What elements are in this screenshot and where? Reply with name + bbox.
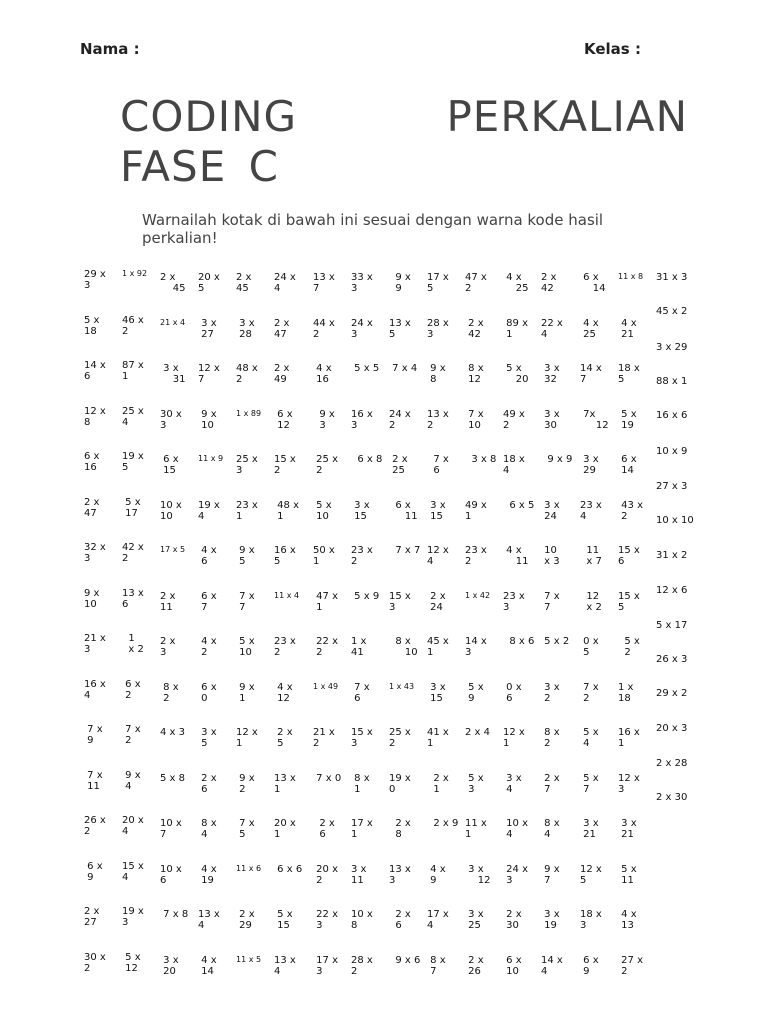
grid-cell: 25 x 4: [122, 405, 144, 428]
grid-cell: 4 x 11: [506, 545, 529, 567]
grid-cell: 25 x 2: [316, 454, 338, 476]
grid-cell: 15 x 2: [274, 454, 296, 476]
grid-cell: 48 x 1: [277, 499, 299, 522]
grid-cell: 4 x 25: [506, 272, 529, 294]
grid-cell: 4 x 21: [621, 317, 637, 340]
grid-cell: 5 x 4: [583, 727, 599, 749]
grid-cell: 2 x 25: [392, 454, 408, 476]
grid-cell: 22 x 2: [316, 636, 338, 658]
grid-cell: 45 x 1: [427, 636, 449, 658]
grid-cell: 2 x 45: [160, 272, 186, 294]
grid-cell: 1 x 42: [465, 590, 491, 600]
grid-cell: 2 x 47: [84, 496, 100, 519]
grid-cell: 11 x 5: [236, 954, 262, 964]
grid-cell: 11 x 7: [586, 545, 602, 567]
grid-cell: 10 x 4: [506, 818, 528, 840]
grid-cell: 3 x 2: [544, 681, 560, 704]
grid-cell: 18 x 5: [618, 363, 640, 385]
grid-cell: 2 x 42: [468, 317, 484, 340]
grid-cell: 20 x 3: [656, 723, 688, 734]
grid-cell: 4 x 19: [201, 863, 217, 886]
grid-cell: 6 x 10: [506, 954, 522, 977]
grid-cell: 7 x 2: [583, 681, 599, 704]
grid-cell: 2 x 49: [274, 363, 290, 385]
grid-cell: 5 x 20: [506, 363, 529, 385]
grid-cell: 1 x 43: [389, 681, 415, 691]
grid-cell: 2 x 29: [239, 909, 255, 931]
grid-cell: 1 x 18: [618, 681, 634, 704]
grid-cell: 19 x 4: [198, 499, 220, 522]
grid-cell: 45 x 2: [656, 306, 688, 317]
grid-cell: 41 x 1: [427, 727, 449, 749]
grid-cell: 24 x 3: [351, 317, 373, 340]
grid-cell: 3 x 15: [354, 499, 370, 522]
grid-cell: 5 x 19: [621, 408, 637, 431]
grid-cell: 21 x 3: [84, 633, 106, 655]
grid-cell: 5 x 18: [84, 314, 100, 337]
grid-cell: 26 x 2: [84, 815, 106, 837]
grid-cell: 9 x 9: [395, 272, 411, 294]
grid-cell: 8 x 7: [430, 954, 446, 977]
grid-cell: 27 x 2: [621, 954, 643, 977]
grid-cell: 23 x 4: [580, 499, 602, 522]
grid-cell: 5 x 17: [656, 620, 688, 631]
grid-cell: 4 x 6: [201, 545, 217, 567]
grid-cell: 31 x 2: [656, 550, 688, 561]
grid-cell: 7 x 4: [389, 363, 418, 374]
grid-cell: 3 x 32: [544, 363, 560, 385]
grid-cell: 3 x 19: [544, 909, 560, 931]
grid-cell: 13 x 7: [313, 272, 335, 294]
grid-cell: 6 x 14: [583, 272, 606, 294]
grid-cell: 6 x 8: [351, 454, 383, 465]
grid-cell: 5 x 3: [468, 772, 484, 795]
grid-cell: 5 x 9: [351, 590, 380, 602]
grid-cell: 11 x 9: [198, 454, 224, 463]
grid-cell: 2 x 26: [468, 954, 484, 977]
grid-cell: 5 x 2: [624, 636, 640, 658]
grid-cell: 2 x 7: [544, 772, 560, 795]
grid-cell: 2 x 6: [395, 909, 411, 931]
grid-cell: 10 x 8: [351, 909, 373, 931]
grid-cell: 5 x 2: [541, 636, 570, 647]
grid-cell: 6 x 9: [87, 860, 103, 883]
grid-cell: 2 x 30: [656, 792, 688, 803]
grid-cell: 5 x 8: [160, 772, 185, 784]
grid-cell: 5 x 5: [351, 363, 380, 374]
grid-cell: 9 x 1: [239, 681, 255, 704]
grid-cell: 30 x 2: [84, 951, 106, 974]
grid-cell: 9 x 4: [125, 769, 141, 792]
grid-cell: 5 x 11: [621, 863, 637, 886]
grid-cell: 6 x 14: [621, 454, 637, 476]
grid-cell: 6 x 5: [503, 499, 535, 511]
grid-cell: 24 x 3: [506, 863, 528, 886]
grid-cell: 5 x 10: [316, 499, 332, 522]
grid-cell: 14 x 4: [541, 954, 563, 977]
grid-cell: 3 x 28: [239, 317, 255, 340]
grid-cell: 20 x 2: [316, 863, 338, 886]
grid-cell: 46 x 2: [122, 314, 144, 337]
grid-cell: 2 x 11: [160, 590, 176, 613]
grid-cell: 10 x 6: [160, 863, 182, 886]
grid-cell: 21 x 4: [160, 317, 186, 327]
grid-cell: 3 x 27: [201, 317, 217, 340]
grid-cell: 7 x 6: [433, 454, 449, 476]
grid-cell: 25 x 2: [389, 727, 411, 749]
grid-cell: 24 x 4: [274, 272, 296, 294]
grid-cell: 23 x 3: [503, 590, 525, 613]
grid-cell: 6 x 12: [277, 408, 293, 431]
grid-cell: 8 x 4: [201, 818, 217, 840]
grid-cell: 27 x 3: [656, 481, 688, 492]
nama-label: Nama :: [80, 40, 140, 58]
grid-cell: 5 x 10: [239, 636, 255, 658]
grid-cell: 18 x 4: [503, 454, 525, 476]
grid-cell: 7 x 11: [87, 769, 103, 792]
grid-cell: 10 x 10: [656, 515, 694, 526]
grid-cell: 10 x 3: [544, 545, 560, 567]
grid-cell: 17 x 4: [427, 909, 449, 931]
grid-cell: 12 x 4: [427, 545, 449, 567]
grid-cell: 11 x 8: [618, 272, 644, 281]
grid-cell: 3 x 20: [163, 954, 179, 977]
grid-cell: 22 x 3: [316, 909, 338, 931]
grid-cell: 7 x 2: [125, 724, 141, 746]
grid-cell: 20 x 1: [274, 818, 296, 840]
grid-cell: 2 x 1: [433, 772, 449, 795]
instruction-text: Warnailah kotak di bawah ini sesuai dengan warna kode hasil perkalian!: [142, 211, 604, 247]
grid-cell: 3 x 31: [163, 363, 186, 385]
grid-cell: 2 x 8: [395, 818, 411, 840]
grid-cell: 6 x 9: [583, 954, 599, 977]
grid-cell: 4 x 16: [316, 363, 332, 385]
grid-cell: 10 x 9: [656, 446, 688, 457]
grid-cell: 3 x 11: [351, 863, 367, 886]
grid-cell: 7 x 7: [239, 590, 255, 613]
grid-cell: 20 x 5: [198, 272, 220, 294]
grid-cell: 0 x 5: [583, 636, 599, 658]
grid-cell: 23 x 1: [236, 499, 258, 522]
grid-cell: 42 x 2: [122, 542, 144, 564]
grid-cell: 1 x 49: [313, 681, 339, 691]
grid-cell: 9 x 5: [239, 545, 255, 567]
grid-cell: 6 x 15: [163, 454, 179, 476]
grid-cell: 4 x 25: [583, 317, 599, 340]
grid-cell: 8 x 4: [544, 818, 560, 840]
grid-cell: 24 x 2: [389, 408, 411, 431]
grid-cell: 7 x 0: [313, 772, 342, 784]
grid-cell: 3 x 5: [201, 727, 217, 749]
grid-cell: 3 x 12: [468, 863, 491, 886]
grid-cell: 12 x 2: [586, 590, 602, 613]
grid-cell: 23 x 2: [465, 545, 487, 567]
grid-cell: 7 x 5: [239, 818, 255, 840]
grid-cell: 3 x 25: [468, 909, 484, 931]
grid-cell: 4 x 3: [160, 727, 185, 738]
grid-cell: 4 x 13: [621, 909, 637, 931]
grid-cell: 7 x 7: [389, 545, 421, 556]
grid-cell: 87 x 1: [122, 360, 144, 382]
grid-cell: 19 x 3: [122, 906, 144, 928]
grid-cell: 8 x 2: [544, 727, 560, 749]
grid-cell: 3 x 29: [583, 454, 599, 476]
grid-cell: 6 x 11: [395, 499, 418, 522]
grid-cell: 12 x 3: [618, 772, 640, 795]
grid-cell: 2 x 5: [277, 727, 293, 749]
grid-cell: 7 x 9: [87, 724, 103, 746]
grid-cell: 12 x 5: [580, 863, 602, 886]
grid-cell: 4 x 9: [430, 863, 446, 886]
grid-cell: 11 x 4: [274, 590, 300, 600]
grid-cell: 16 x 3: [351, 408, 373, 431]
grid-cell: 43 x 2: [621, 499, 643, 522]
grid-cell: 13 x 1: [274, 772, 296, 795]
grid-cell: 2 x 28: [656, 758, 688, 769]
grid-cell: 23 x 2: [351, 545, 373, 567]
grid-cell: 8 x 1: [354, 772, 370, 795]
grid-cell: 3 x 30: [544, 408, 560, 431]
grid-cell: 2 x 24: [430, 590, 446, 613]
grid-cell: 49 x 2: [503, 408, 525, 431]
page-title: CODING PERKALIAN FASE C: [120, 92, 688, 191]
grid-cell: 8 x 10: [395, 636, 418, 658]
grid-cell: 14 x 6: [84, 360, 106, 382]
grid-cell: 9 x 10: [84, 587, 100, 610]
grid-cell: 10 x 7: [160, 818, 182, 840]
grid-cell: 8 x 12: [468, 363, 484, 385]
grid-cell: 3 x 21: [583, 818, 599, 840]
grid-cell: 18 x 3: [580, 909, 602, 931]
grid-cell: 2 x 27: [84, 906, 100, 928]
grid-cell: 11 x 1: [465, 818, 487, 840]
grid-cell: 22 x 4: [541, 317, 563, 340]
grid-cell: 48 x 2: [236, 363, 258, 385]
grid-cell: 9 x 8: [430, 363, 446, 385]
grid-cell: 16 x 4: [84, 678, 106, 701]
grid-cell: 9 x 6: [389, 954, 421, 966]
grid-cell: 8 x 6: [503, 636, 535, 647]
grid-cell: 12 x 7: [198, 363, 220, 385]
grid-cell: 9 x 7: [544, 863, 560, 886]
grid-cell: 3 x 29: [656, 342, 688, 353]
grid-cell: 12 x 8: [84, 405, 106, 428]
grid-cell: 12 x 1: [236, 727, 258, 749]
grid-cell: 15 x 3: [351, 727, 373, 749]
grid-cell: 23 x 2: [274, 636, 296, 658]
grid-cell: 32 x 3: [84, 542, 106, 564]
grid-cell: 31 x 3: [656, 272, 688, 283]
grid-cell: 0 x 6: [506, 681, 522, 704]
grid-cell: 1 x 89: [236, 408, 262, 418]
grid-cell: 5 x 15: [277, 909, 293, 931]
kelas-label: Kelas :: [584, 40, 641, 58]
grid-cell: 19 x 0: [389, 772, 411, 795]
grid-cell: 2 x 4: [465, 727, 490, 738]
grid-cell: 19 x 5: [122, 451, 144, 473]
grid-cell: 7x 12: [583, 408, 609, 431]
grid-cell: 15 x 6: [618, 545, 640, 567]
grid-cell: 13 x 3: [389, 863, 411, 886]
grid-cell: 6 x 16: [84, 451, 100, 473]
grid-cell: 9 x 2: [239, 772, 255, 795]
grid-cell: 13 x 5: [389, 317, 411, 340]
grid-cell: 2 x 9: [427, 818, 459, 829]
grid-cell: 25 x 3: [236, 454, 258, 476]
grid-cell: 7 x 7: [544, 590, 560, 613]
grid-cell: 6 x 6: [274, 863, 303, 875]
grid-cell: 44 x 2: [313, 317, 335, 340]
grid-cell: 33 x 3: [351, 272, 373, 294]
grid-cell: 1 x 2: [128, 633, 144, 655]
grid-cell: 47 x 1: [316, 590, 338, 613]
grid-cell: 8 x 2: [163, 681, 179, 704]
grid-cell: 15 x 4: [122, 860, 144, 883]
grid-cell: 15 x 5: [618, 590, 640, 613]
grid-cell: 3 x 21: [621, 818, 637, 840]
grid-cell: 4 x 12: [277, 681, 293, 704]
grid-cell: 13 x 4: [198, 909, 220, 931]
grid-cell: 9 x 9: [541, 454, 573, 465]
grid-cell: 10 x 10: [160, 499, 182, 522]
grid-cell: 16 x 1: [618, 727, 640, 749]
grid-cell: 2 x 6: [319, 818, 335, 840]
grid-cell: 1 x 41: [351, 636, 367, 658]
grid-cell: 16 x 6: [656, 410, 688, 421]
grid-cell: 13 x 4: [274, 954, 296, 977]
grid-cell: 4 x 2: [201, 636, 217, 658]
grid-cell: 17 x 3: [316, 954, 338, 977]
grid-cell: 88 x 1: [656, 376, 688, 387]
grid-cell: 7 x 10: [468, 408, 484, 431]
grid-cell: 6 x 0: [201, 681, 217, 704]
grid-cell: 1 x 92: [122, 269, 148, 278]
grid-cell: 26 x 3: [656, 654, 688, 665]
grid-cell: 50 x 1: [313, 545, 335, 567]
grid-cell: 14 x 3: [465, 636, 487, 658]
grid-cell: 5 x 7: [583, 772, 599, 795]
grid-cell: 17 x 1: [351, 818, 373, 840]
grid-cell: 89 x 1: [506, 317, 528, 340]
grid-cell: 5 x 17: [125, 496, 141, 519]
grid-cell: 2 x 30: [506, 909, 522, 931]
grid-cell: 29 x 2: [656, 688, 688, 699]
grid-cell: 14 x 7: [580, 363, 602, 385]
grid-cell: 13 x 6: [122, 587, 144, 610]
grid-cell: 12 x 1: [503, 727, 525, 749]
grid-cell: 9 x 10: [201, 408, 217, 431]
grid-cell: 6 x 7: [201, 590, 217, 613]
grid-cell: 12 x 6: [656, 585, 688, 596]
grid-cell: 2 x 6: [201, 772, 217, 795]
grid-cell: 16 x 5: [274, 545, 296, 567]
grid-cell: 5 x 9: [468, 681, 484, 704]
grid-cell: 11 x 6: [236, 863, 262, 873]
grid-cell: 28 x 3: [427, 317, 449, 340]
grid-cell: 6 x 2: [125, 678, 141, 701]
grid-cell: 2 x 47: [274, 317, 290, 340]
grid-cell: 13 x 2: [427, 408, 449, 431]
grid-cell: 2 x 3: [160, 636, 176, 658]
grid-cell: 9 x 3: [319, 408, 335, 431]
grid-cell: 49 x 1: [465, 499, 487, 522]
grid-cell: 3 x 15: [430, 499, 446, 522]
grid-cell: 15 x 3: [389, 590, 411, 613]
grid-cell: 30 x 3: [160, 408, 182, 431]
grid-cell: 17 x 5: [160, 545, 186, 554]
grid-cell: 20 x 4: [122, 815, 144, 837]
grid-cell: 28 x 2: [351, 954, 373, 977]
grid-cell: 17 x 5: [427, 272, 449, 294]
grid-cell: 5 x 12: [125, 951, 141, 974]
grid-cell: 3 x 8: [465, 454, 497, 465]
grid-cell: 3 x 4: [506, 772, 522, 795]
grid-cell: 29 x 3: [84, 269, 106, 291]
grid-cell: 4 x 14: [201, 954, 217, 977]
grid-cell: 2 x 45: [236, 272, 252, 294]
grid-cell: 7 x 8: [160, 909, 189, 920]
grid-cell: 2 x 42: [541, 272, 557, 294]
grid-cell: 21 x 2: [313, 727, 335, 749]
grid-cell: 7 x 6: [354, 681, 370, 704]
grid-cell: 47 x 2: [465, 272, 487, 294]
grid-cell: 3 x 15: [430, 681, 446, 704]
grid-cell: 3 x 24: [544, 499, 560, 522]
